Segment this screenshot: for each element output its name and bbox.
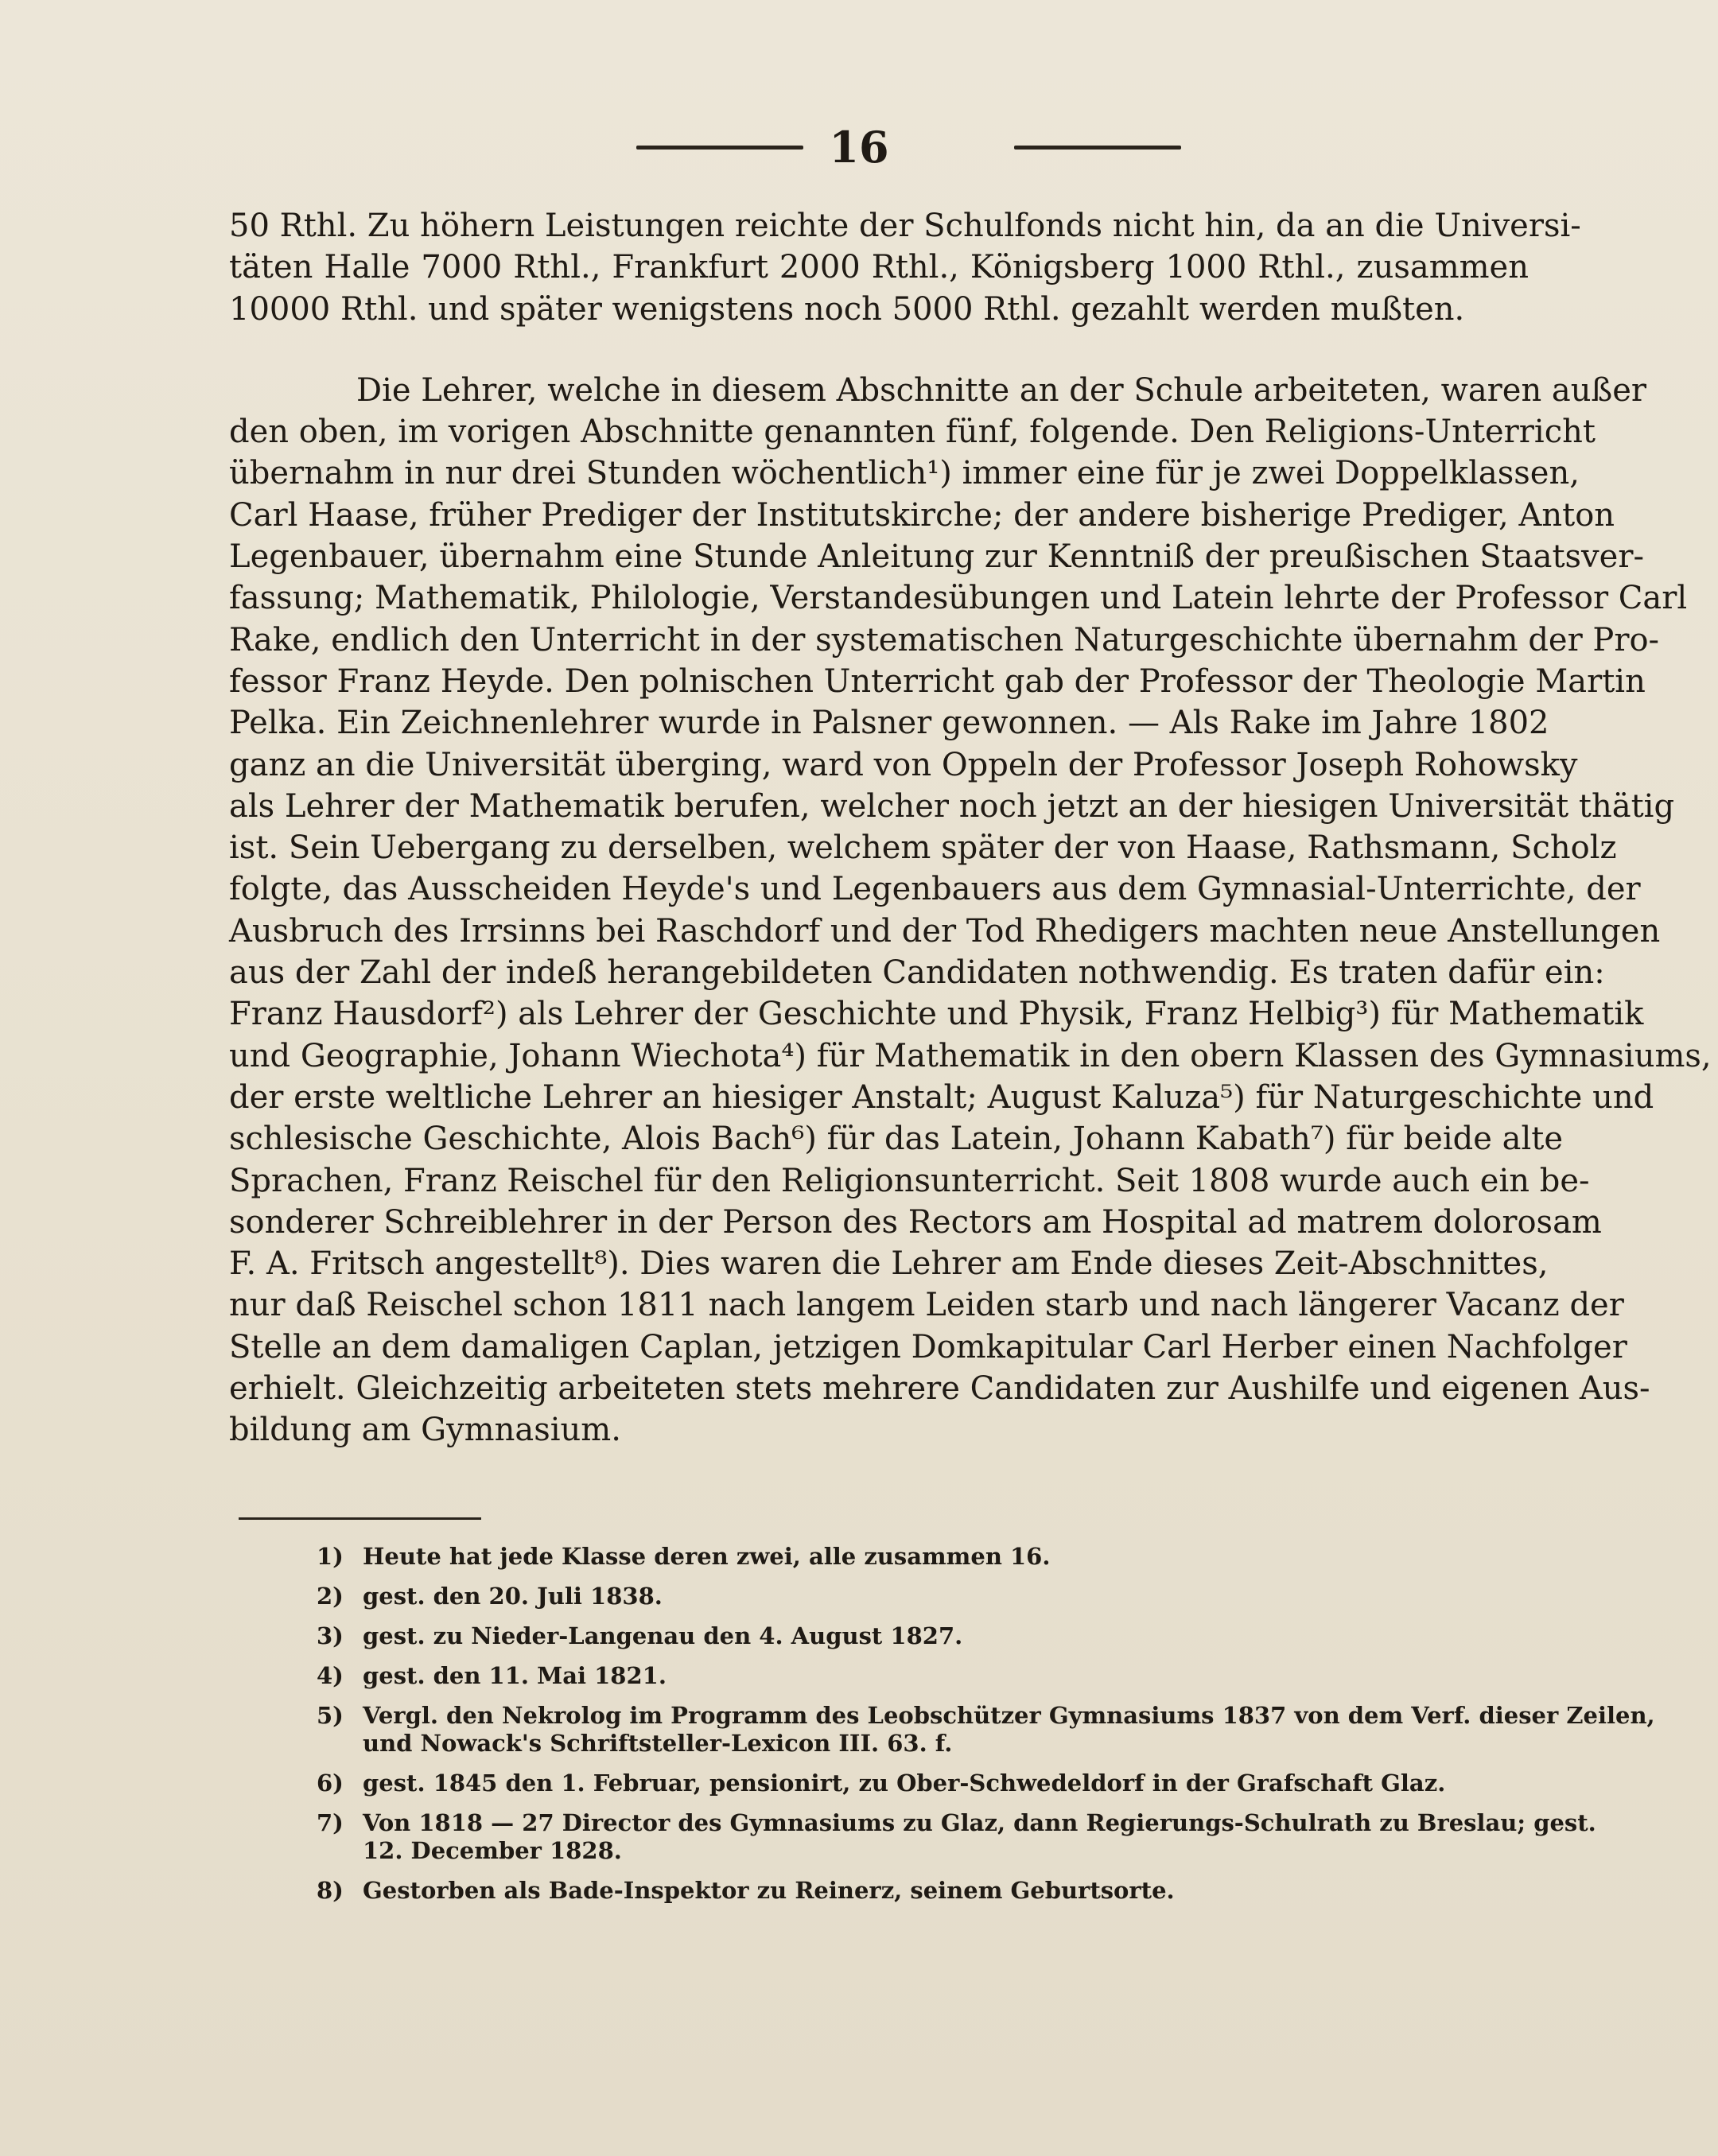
text-line: Pelka. Ein Zeichnenlehrer wurde in Palsner gewonnen. — Als Rake im Jahre 1802 (229, 705, 1549, 742)
header-rule-right (1014, 146, 1181, 150)
text-line: den oben, im vorigen Abschnitte genannten fünf, folgende. Den Religions-Unterricht (229, 414, 1596, 451)
footnote-7 (317, 1809, 1597, 1865)
footnote-number: 3) (317, 1622, 344, 1649)
text-line: und Geographie, Johann Wiechota⁴) für Mathematik in den obern Klassen des Gymnasiums, (229, 1037, 1712, 1074)
text-line: nur daß Reischel schon 1811 nach langem Leiden starb und nach längerer Vacanz der (229, 1287, 1624, 1324)
footnote-text: 12. December 1828. (363, 1837, 622, 1864)
footnote-text: gest. den 20. Juli 1838. (363, 1583, 663, 1610)
paragraph-gap (229, 330, 1529, 370)
footnote-number: 7) (317, 1809, 344, 1836)
text-line: übernahm in nur drei Stunden wöchentlich¹) immer eine für je zwei Doppelklassen, (229, 455, 1580, 492)
footnotes (317, 1543, 1655, 1917)
footnote-text: gest. zu Nieder-Langenau den 4. August 1827. (363, 1622, 963, 1649)
text-line: 50 Rthl. Zu höhern Leistungen reichte der Schulfonds nicht hin, da an die Universi- (229, 208, 1581, 244)
text-line: 10000 Rthl. und später wenigstens noch 5000 Rthl. gezahlt werden mußten. (229, 290, 1465, 328)
footnote-text: gest. 1845 den 1. Februar, pensionirt, zu Ober-Schwedeldorf in der Grafschaft Glaz. (363, 1769, 1446, 1797)
footnote-text: gest. den 11. Mai 1821. (363, 1662, 667, 1689)
text-line: bildung am Gymnasium. (229, 1412, 621, 1449)
text-line: Ausbruch des Irrsinns bei Raschdorf und der Tod Rhedigers machten neue Anstellungen (229, 912, 1661, 950)
text-line: Legenbauer, übernahm eine Stunde Anleitung zur Kenntniß der preußischen Staatsver- (229, 538, 1644, 576)
footnote-number: 4) (317, 1662, 344, 1689)
text-line: Rake, endlich den Unterricht in der systematischen Naturgeschichte übernahm der Pro- (229, 621, 1660, 658)
footnote-text: Heute hat jede Klasse deren zwei, alle zusammen 16. (363, 1543, 1051, 1570)
text-line: Franz Hausdorf²) als Lehrer der Geschichte und Physik, Franz Helbig³) für Mathematik (229, 996, 1644, 1033)
text-line: erhielt. Gleichzeitig arbeiteten stets mehrere Candidaten zur Aushilfe und eigenen Aus- (229, 1370, 1650, 1408)
footnote-6 (317, 1769, 1597, 1797)
paragraph-2 (229, 370, 1712, 1451)
footnote-text: Gestorben als Bade-Inspektor zu Reinerz, seinem Geburtsorte. (363, 1877, 1175, 1904)
footnote-8 (317, 1877, 1597, 1905)
footnote-3 (317, 1622, 1597, 1650)
text-line: der erste weltliche Lehrer an hiesiger Anstalt; August Kaluza⁵) für Naturgeschichte und (229, 1078, 1654, 1116)
text-line: Sprachen, Franz Reischel für den Religionsunterricht. Seit 1808 wurde auch ein be- (229, 1162, 1590, 1199)
page-number: 16 (829, 122, 889, 173)
footnote-number: 2) (317, 1583, 344, 1610)
page-header (0, 119, 1718, 175)
footnote-separator (239, 1517, 481, 1520)
text-line: schlesische Geschichte, Alois Bach⁶) für das Latein, Johann Kabath⁷) für beide alte (229, 1121, 1563, 1158)
text-line: Die Lehrer, welche in diesem Abschnitte an der Schule arbeiteten, waren außer (356, 371, 1647, 409)
body-text (229, 205, 1712, 1451)
footnote-number: 6) (317, 1769, 344, 1797)
text-line: täten Halle 7000 Rthl., Frankfurt 2000 Rthl., Königsberg 1000 Rthl., zusammen (229, 249, 1529, 286)
paragraph-1 (229, 205, 1581, 330)
footnote-number: 1) (317, 1543, 344, 1570)
text-line: F. A. Fritsch angestellt⁸). Dies waren die Lehrer am Ende dieses Zeit-Abschnittes, (229, 1245, 1549, 1283)
footnote-2 (317, 1583, 1597, 1610)
text-line: sonderer Schreiblehrer in der Person des Rectors am Hospital ad matrem dolorosam (229, 1203, 1602, 1241)
text-line: fessor Franz Heyde. Den polnischen Unterricht gab der Professor der Theologie Martin (229, 662, 1646, 700)
footnote-text: und Nowack's Schriftsteller-Lexicon III. 63. f. (363, 1730, 953, 1757)
text-line: ganz an die Universität überging, ward von Oppeln der Professor Joseph Rohowsky (229, 746, 1578, 783)
footnote-text: Von 1818 — 27 Director des Gymnasiums zu Glaz, dann Regierungs-Schulrath zu Breslau; gest. (363, 1809, 1596, 1836)
text-line: Stelle an dem damaligen Caplan, jetzigen Domkapitular Carl Herber einen Nachfolger (229, 1328, 1627, 1365)
text-line: fassung; Mathematik, Philologie, Verstandesübungen und Latein lehrte der Professor Carl (229, 580, 1688, 617)
footnote-number: 8) (317, 1877, 344, 1904)
text-line: aus der Zahl der indeß herangebildeten Candidaten nothwendig. Es traten dafür ein: (229, 954, 1605, 992)
footnote-number: 5) (317, 1702, 344, 1729)
text-line: als Lehrer der Mathematik berufen, welcher noch jetzt an der hiesigen Universität thätig (229, 787, 1675, 825)
footnote-4 (317, 1662, 1597, 1690)
text-line: Carl Haase, früher Prediger der Institutskirche; der andere bisherige Prediger, Anton (229, 496, 1615, 534)
footnote-1 (317, 1543, 1597, 1571)
text-line: folgte, das Ausscheiden Heyde's und Legenbauers aus dem Gymnasial-Unterrichte, der (229, 871, 1641, 908)
text-line: ist. Sein Uebergang zu derselben, welchem später der von Haase, Rathsmann, Scholz (229, 829, 1617, 867)
footnote-text: Vergl. den Nekrolog im Programm des Leobschützer Gymnasiums 1837 von dem Verf. dieser Zeilen, (363, 1702, 1655, 1729)
footnote-5 (317, 1702, 1655, 1758)
header-rule-left (636, 146, 803, 150)
